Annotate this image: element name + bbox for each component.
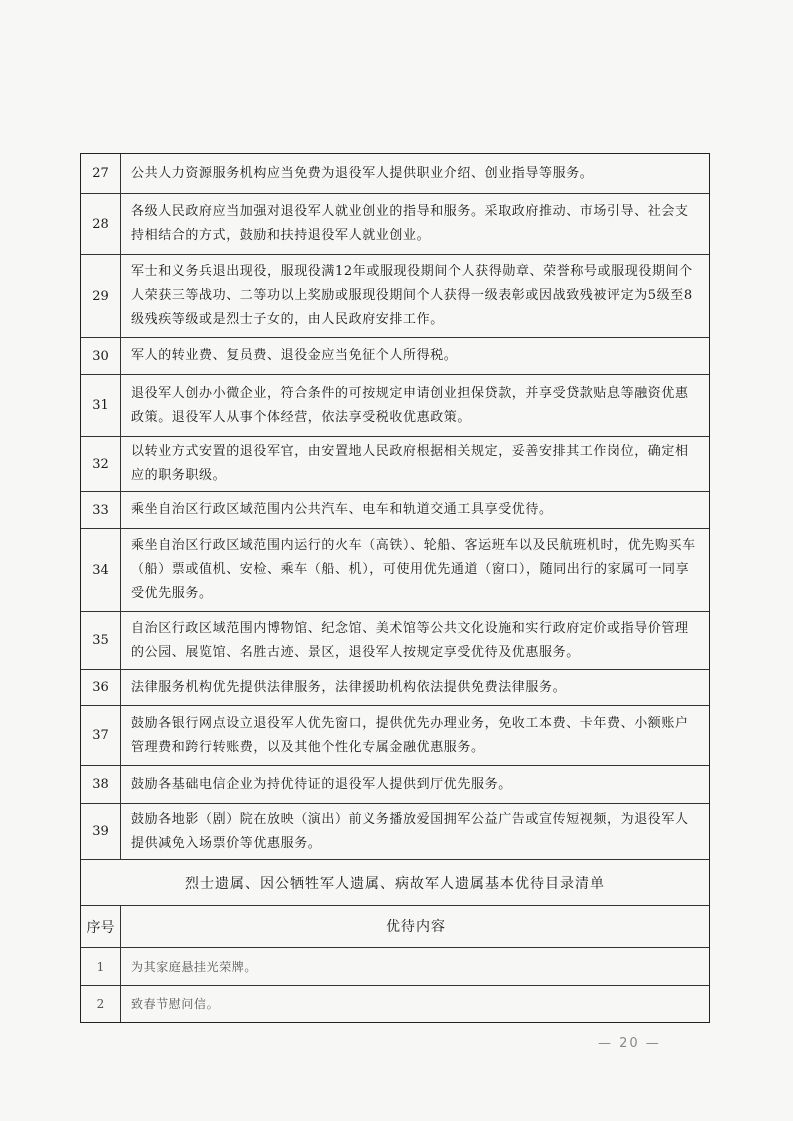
row-number: 27 [81,154,121,193]
row-number: 33 [81,492,121,528]
row-text: 鼓励各基础电信企业为持优待证的退役军人提供到厅优先服务。 [131,776,512,792]
table-row [81,255,709,338]
table-row [81,154,709,194]
page-number: — 20 — [598,1036,661,1051]
row-number: 37 [81,706,121,765]
table-header-row [81,906,709,948]
row-number: 1 [81,948,121,985]
table-row [81,338,709,375]
section-title: 烈士遗属、因公牺牲军人遗属、病故军人遗属基本优待目录清单 [81,860,709,906]
row-text: 以转业方式安置的退役军官，由安置地人民政府根据相关规定，妥善安排其工作岗位，确定相应的职务职级。 [131,444,689,483]
row-number: 28 [81,194,121,254]
row-text: 自治区行政区域范围内博物馆、纪念馆、美术馆等公共文化设施和实行政府定价或指导价管理的公园、展览馆、名胜古迹、景区，退役军人按规定享受优待及优惠服务。 [131,620,689,660]
table-row [81,612,709,670]
table-row [81,948,709,986]
benefits-table [80,153,710,1023]
row-text: 致春节慰问信。 [131,997,220,1011]
table-row [81,766,709,804]
row-text: 各级人民政府应当加强对退役军人就业创业的指导和服务。采取政府推动、市场引导、社会支持相结合的方式，鼓励和扶持退役军人就业创业。 [131,204,689,243]
row-text: 军人的转业费、复员费、退役金应当免征个人所得税。 [131,348,458,363]
table-row [81,437,709,492]
row-text: 为其家庭悬挂光荣牌。 [131,959,258,974]
table-row [81,529,709,612]
table-row [81,492,709,529]
row-number: 39 [81,804,121,859]
table-row [81,986,709,1022]
row-text: 法律服务机构优先提供法律服务，法律援助机构依法提供免费法律服务。 [131,679,567,695]
header-content: 优待内容 [386,918,446,935]
row-number: 29 [81,255,121,337]
row-text: 鼓励各银行网点设立退役军人优先窗口，提供优先办理业务，免收工本费、卡年费、小额账户管理费和跨行转账费，以及其他个性化专属金融优惠服务。 [131,715,689,755]
row-number: 36 [81,670,121,705]
row-text: 鼓励各地影（剧）院在放映（演出）前义务播放爱国拥军公益广告或宣传短视频，为退役军人提供减免入场票价等优惠服务。 [131,811,689,851]
row-number: 32 [81,437,121,491]
row-number: 38 [81,766,121,803]
table-row [81,375,709,437]
table-row [81,804,709,860]
row-text: 乘坐自治区行政区域范围内运行的火车（高铁）、轮船、客运班车以及民航班机时，优先购买车（船）票或值机、安检、乘车（船、机），可使用优先通道（窗口），随同出行的家属可一同享受优先服务。 [131,538,696,601]
row-number: 30 [81,338,121,374]
row-number: 34 [81,529,121,611]
row-text: 乘坐自治区行政区域范围内公共汽车、电车和轨道交通工具享受优待。 [131,502,553,517]
table-row [81,706,709,766]
table-row [81,194,709,255]
header-number: 序号 [81,906,121,947]
row-text: 公共人力资源服务机构应当免费为退役军人提供职业介绍、创业指导等服务。 [131,165,594,181]
row-number: 2 [81,986,121,1022]
row-text: 军士和义务兵退出现役，服现役满12年或服现役期间个人获得勋章、荣誉称号或服现役期间个人荣获三等战功、二等功以上奖励或服现役期间个人获得一级表彰或因战致残被评定为5级至8级残疾等级或是烈士子女的，由人民政府安排工作。 [131,264,693,327]
table-row [81,670,709,706]
row-text: 退役军人创办小微企业，符合条件的可按规定申请创业担保贷款，并享受贷款贴息等融资优惠政策。退役军人从事个体经营，依法享受税收优惠政策。 [131,385,689,425]
row-number: 31 [81,375,121,436]
row-number: 35 [81,612,121,669]
